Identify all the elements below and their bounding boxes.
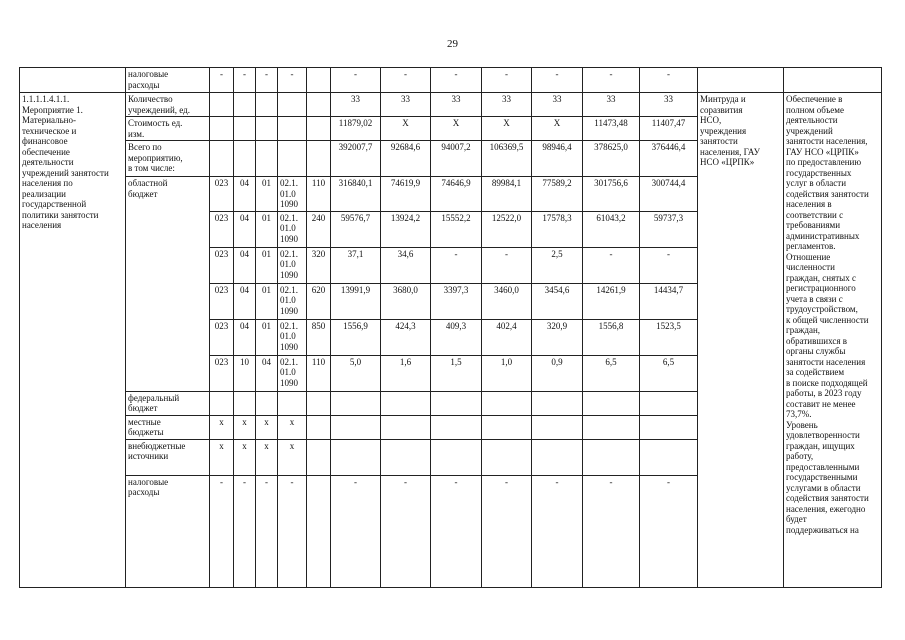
executors-cell: Минтруда и соразвития НСО, учреждения занятости населения, ГАУ НСО «ЦРПК» [698,93,784,588]
table-row: налоговые расходы - - - - - - - - - - - [20,475,882,587]
table-row: 023 10 04 02.1. 01.0 1090 110 5,0 1,6 1,5 1,0 0,9 6,5 6,5 [20,355,882,391]
table-row: областной бюджет 023 04 01 02.1. 01.0 1090 110 316840,1 74619,9 74646,9 89984,1 77589,2 301756,6 300744,4 [20,177,882,212]
table-row: налоговые расходы - - - - - - - - - - - [20,68,882,93]
table-row: 023 04 01 02.1. 01.0 1090 620 13991,9 3680,0 3397,3 3460,0 3454,6 14261,9 14434,7 [20,283,882,319]
activity-code-name: 1.1.1.1.4.1.1. Мероприятие 1. Материально- техническое и финансовое обеспечение деятельности учреждений занятости населения по реализации государственной политики занятости населения [20,93,126,588]
row-label-total: Всего по мероприятию, в том числе: [126,141,210,177]
activity-table [19,67,882,588]
row-label-regional: областной бюджет [126,177,210,392]
row-label-extrabudget: внебюджетные источники [126,439,210,475]
row-label-quantity: Количество учреждений, ед. [126,93,210,117]
row-label-federal: федеральный бюджет [126,391,210,415]
table-row: 023 04 01 02.1. 01.0 1090 850 1556,9 424,3 409,3 402,4 320,9 1556,8 1523,5 [20,319,882,355]
table-row: местные бюджеты x x x x [20,415,882,439]
table-row: Стоимость ед. изм. 11879,02 X X X X 11473,48 11407,47 [20,117,882,141]
row-label-tax: налоговые расходы [126,475,210,587]
table-row: Всего по мероприятию, в том числе: 392007,7 92684,6 94007,2 106369,5 98946,4 378625,0 376446,4 [20,141,882,177]
table-row: 023 04 01 02.1. 01.0 1090 240 59576,7 13924,2 15552,2 12522,0 17578,3 61043,2 59737,3 [20,211,882,247]
page-number: 29 [447,38,458,50]
row-label-tax-top: налоговые расходы [126,68,210,93]
table-row: внебюджетные источники x x x x [20,439,882,475]
row-label-unit-cost: Стоимость ед. изм. [126,117,210,141]
result-cell: Обеспечение в полном объеме деятельности учреждений занятости населения, ГАУ НСО «ЦРПК» по предоставлению государственных услуг в области содействия занятости населения в соответствии с требованиями административных регламентов. Отношение численности граждан, снятых с регистрационного учета в связи с трудоустройством, к общей численности граждан, обратившихся в органы службы занятости населения за содействием в поиске подходящей работы, в 2023 году составит не менее 73,7%. Уровень удовлетворенности граждан, ищущих работу, предоставленными государственными услугами в области содействия занятости населения, ежегодно будет поддерживаться на [784,93,882,588]
row-label-local: местные бюджеты [126,415,210,439]
table-row: 023 04 01 02.1. 01.0 1090 320 37,1 34,6 - - 2,5 - - [20,247,882,283]
table-row: 1.1.1.1.4.1.1. Мероприятие 1. Материально- техническое и финансовое обеспечение деятельности учреждений занятости населения по реализации государственной политики занятости населения Количество учреждений, ед. 33 33 33 33 33 33 33 Минтруда и соразвития НСО, учреждения занятости населения, ГАУ НСО «ЦРПК» Обеспечение в полном объеме деятельности учреждений занятости населения, ГАУ НСО «ЦРПК» по предоставлению государственных услуг в области содействия занятости населения в соответствии с требованиями административных регламентов. Отношение численности граждан, снятых с регистрационного учета в связи с трудоустройством, к общей численности граждан, обратившихся в органы службы занятости населения за содействием в поиске подходящей работы, в 2023 году составит не менее 73,7%. Уровень удовлетворенности граждан, ищущих работу, предоставленными государственными услугами в области содействия занятости населения, ежегодно будет поддерживаться на [20,93,882,117]
